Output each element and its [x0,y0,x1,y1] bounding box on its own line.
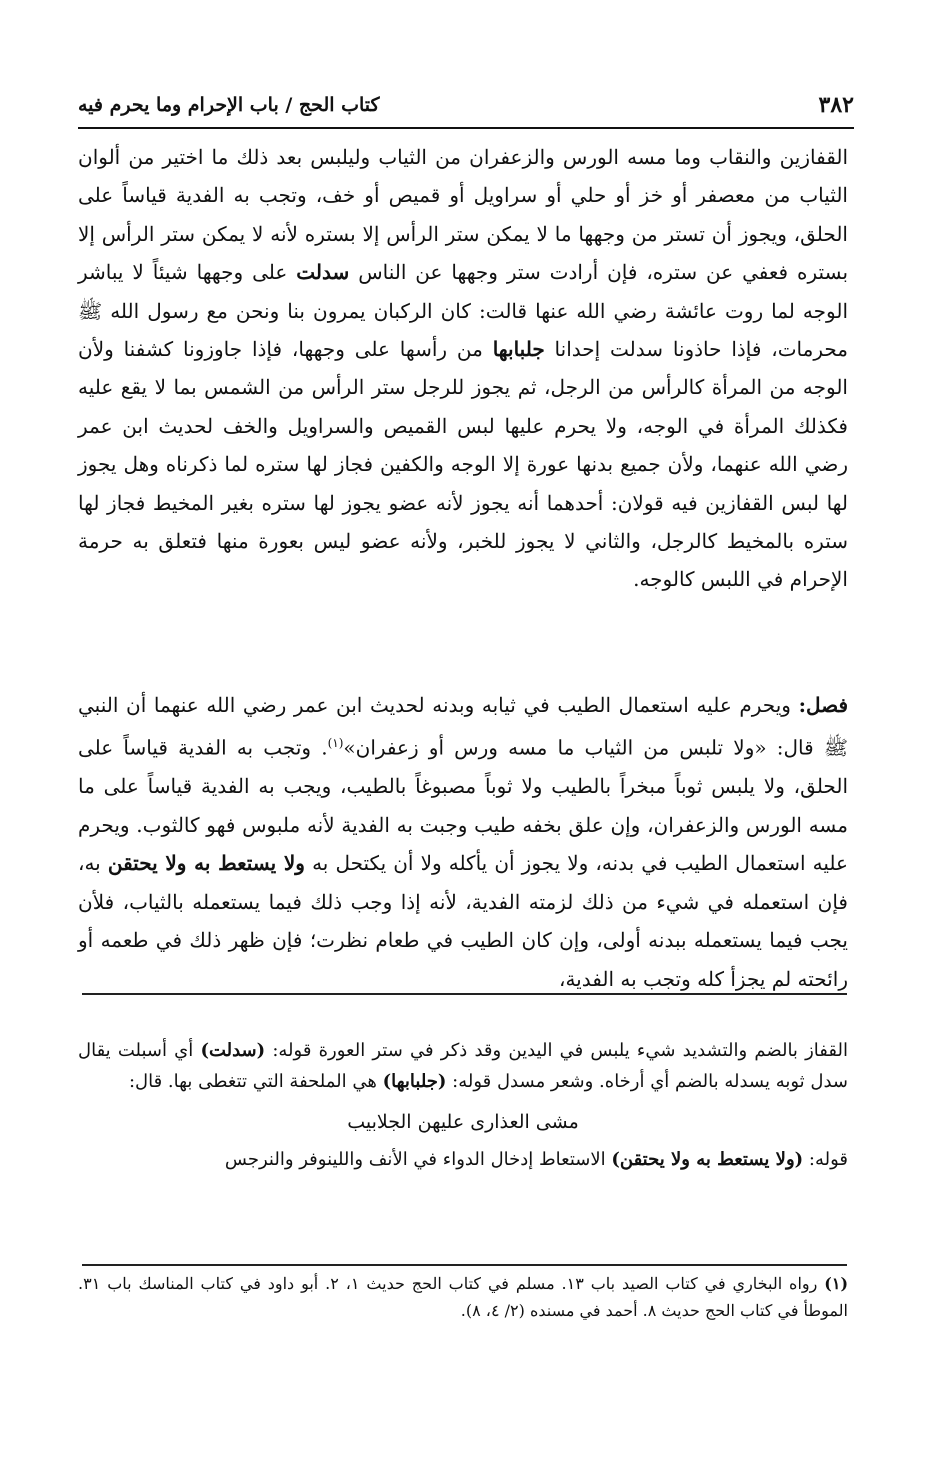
paragraph-1 [78,138,848,599]
footnote-separator [82,1264,847,1266]
header-rule [78,127,854,129]
p1-segment-2: على وجهها شيئاً لا يباشر الوجه لما روت عائشة رضي الله عنها قالت: كان الركبان يمرون بنا ونحن مع رسول الله ﷺ محرمات، فإذا حاذونا سدلت إحدانا [78,260,849,362]
p1-segment-1: القفازين والنقاب وما مسه الورس والزعفران من الثياب وليلبس بعد ذلك ما اختير من ألوان الثياب من معصفر أو خز أو حلي أو سراويل أو قميص أو خف، وتجب به الفدية قياساً على الحلق، ويجوز أن تستر من وجهها ما لا يمكن ستر الرأس إلا بستره لأنه لا يمكن ستر الرأس إلا بستره فعفي عن ستره، فإن أرادت ستر وجهها عن الناس [78,145,849,285]
footnote-ref-1: (١) [327,736,344,751]
p2-keyword-istaat: ولا يستعط به ولا يحتقن [107,851,305,876]
note-2-b: الاستعاط إدخال الدواء في الأنف واللينوفر والنرجس [224,1149,606,1170]
p2-segment-2: . وتجب به الفدية قياساً على الحلق، ولا يلبس ثوباً مبخراً بالطيب ولا ثوباً مصبوغاً بالطيب، ويجب به الفدية قياساً على ما مسه الورس والزعفران، وإن علق بخفه طيب وجبت به الفدية لأنه ملبوس فهو كالثوب. ويحرم عليه استعمال الطيب في بدنه، ولا يجوز أن يأكله ولا أن يكتحل به [78,736,848,876]
page-header [78,88,854,128]
note-2-keyword: (ولا يستعط به ولا يحتقن) [611,1149,804,1170]
note-1-keyword: (سدلت) [200,1040,266,1061]
fasl-heading: فصل: [798,693,849,717]
paragraph-1-text [78,138,848,599]
note-1-a: القفاز بالضم والتشديد شيء يلبس في اليدين وقد ذكر في ستر العورة قوله: [272,1040,848,1061]
note-1-c: هي الملحفة التي تتغطى بها. قال: [128,1071,377,1092]
note-1-b: أي أسبلت يقال سدل ثوبه يسدله بالضم أي أرخاه. وشعر مسدل قوله: [78,1040,848,1092]
p1-keyword-jilbabaha: جلبابها [492,337,545,362]
p2-segment-1: ويحرم عليه استعمال الطيب في ثيابه وبدنه لحديث ابن عمر رضي الله عنهما أن النبي ﷺ قال: «ولا تلبس من الثياب ما مسه ورس أو زعفران» [78,693,849,761]
note-1-keyword-2: (جلبابها) [382,1071,447,1092]
footnote-number: (١) [824,1274,849,1293]
footnote-text: رواه البخاري في كتاب الصيد باب ١٣. مسلم في كتاب الحج حديث ١، ٢. أبو داود في كتاب المناسك باب ٣١. الموطأ في كتاب الحج حديث ٨. أحمد في مسنده (٢/ ٤، ٨). [78,1274,848,1320]
poetry-verse: مشى العذارى عليهن الجلابيب [347,1111,579,1133]
note-2-a: قوله: [808,1149,848,1170]
paragraph-2 [78,686,848,998]
paragraph-2-text [78,686,848,998]
footnote-1 [78,1270,848,1324]
glossary-notes [78,1035,848,1175]
page-number: ٣٨٢ [818,92,854,118]
p1-keyword-sadalat: سدلت [296,260,350,285]
running-title: كتاب الحج / باب الإحرام وما يحرم فيه [78,94,380,116]
footnote [78,1270,848,1324]
note-2 [78,1144,848,1175]
note-1 [78,1035,848,1097]
notes-separator [82,993,847,995]
p2-segment-3: به، فإن استعمله في شيء من ذلك لزمته الفدية، لأنه إذا وجب ذلك فيما يستعمله بالثياب، فلأن يجب فيما يستعمله ببدنه أولى، وإن كان الطيب في طعام نظرت؛ فإن ظهر ذلك في طعمه أو رائحته لم يجزأ كله وتجب به الفدية، [78,851,848,991]
p1-segment-3: من رأسها على وجهها، فإذا جاوزونا كشفنا ولأن الوجه من المرأة كالرأس من الرجل، ثم يجوز للرجل ستر الرأس من الشمس بما لا يقع عليه فكذلك المرأة في الوجه، ولا يحرم عليها لبس القميص والسراويل والخف لحديث ابن عمر رضي الله عنهما، ولأن جميع بدنها عورة إلا الوجه والكفين فجاز لها ستره لما ذكرناه وهل يجوز لها لبس القفازين فيه قولان: أحدهما أنه يجوز لأنه عضو يجوز لها ستره بغير المخيط فجاز لها ستره بالمخيط كالرجل، والثاني لا يجوز للخبر، ولأنه عضو ليس بعورة منها فتعلق به حرمة الإحرام في اللبس كالوجه. [78,337,848,592]
